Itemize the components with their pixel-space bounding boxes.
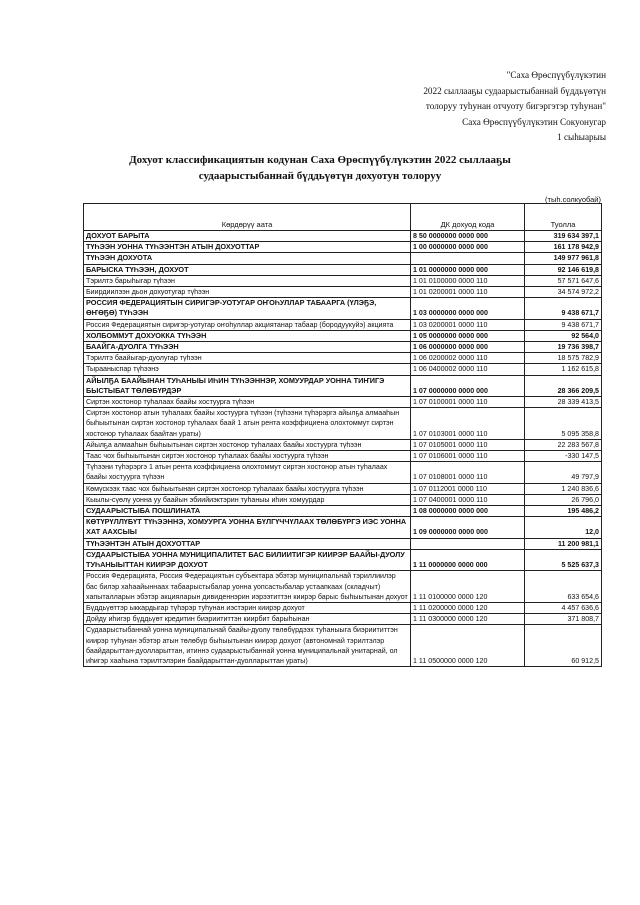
row-amount-cell: 22 283 567,8	[525, 439, 602, 450]
row-amount-cell: 28 339 413,5	[525, 397, 602, 408]
table-row	[84, 483, 602, 494]
row-code-cell: 8 50 0000000 0000 000	[411, 231, 525, 242]
table-row	[84, 571, 602, 603]
row-amount-cell: 633 654,6	[525, 571, 602, 603]
row-name-cell: КӨТҮРҮЛЛҮБҮТ ТҮҺЭЭННЭ, ХОМУУРГА УОННА БҮЛГҮЧЧҮЛААХ ТӨЛӨБҮРГЭ ИЭС УОННА ХАТ ААХСЫЫ	[84, 517, 411, 538]
row-name-cell: РОССИЯ ФЕДЕРАЦИЯТЫН СИРИГЭР-УОТУГАР ОҤОҺУЛЛАР ТАБААРГА (ҮЛЭҔЭ, ӨҤӨҔӨ) ТҮҺЭЭН	[84, 298, 411, 319]
table-row	[84, 397, 602, 408]
row-name-cell: Тырааныспар түһээнэ	[84, 364, 411, 375]
header-line: Саха Өрөспүүбүлүкэтин Сокуонугар	[462, 116, 606, 127]
row-amount-cell: 161 178 942,9	[525, 242, 602, 253]
column-header-name: Көрдөрүү аата	[84, 204, 411, 231]
table-row	[84, 330, 602, 341]
row-name-cell: Айылҕа алмааһын быһыытынан сиртэн хостонор туһалаах баайы хостуурга түһээн	[84, 439, 411, 450]
table-header-row	[84, 204, 602, 231]
row-name-cell: СУДААРЫСТЫБА ПОШЛИНАТА	[84, 506, 411, 517]
row-amount-cell: 4 457 636,6	[525, 602, 602, 613]
table-row	[84, 253, 602, 264]
row-name-cell: Кыылы-сүөлү уонна уу баайын эбиийиэктэрин туһаныы иһин хомуурдар	[84, 494, 411, 505]
row-code-cell: 1 11 0200000 0000 120	[411, 602, 525, 613]
table-row	[84, 549, 602, 570]
table-row	[84, 439, 602, 450]
row-code-cell: 1 11 0500000 0000 120	[411, 625, 525, 667]
row-code-cell	[411, 253, 525, 264]
row-code-cell: 1 08 0000000 0000 000	[411, 506, 525, 517]
row-amount-cell: 5 095 358,8	[525, 408, 602, 440]
row-code-cell: 1 09 0000000 0000 000	[411, 517, 525, 538]
row-code-cell: 1 07 0103001 0000 110	[411, 408, 525, 440]
row-code-cell	[411, 538, 525, 549]
row-code-cell: 1 11 0100000 0000 120	[411, 571, 525, 603]
table-row	[84, 319, 602, 330]
row-name-cell: Көмүскээх таас чох быһыытынан сиртэн хостонор туһалаах баайы хостуурга түһээн	[84, 483, 411, 494]
header-line: толоруу туһунан отчуоту бигэргэтэр туһунан"	[425, 101, 606, 112]
header-line: 2022 сыллааҕы судаарыстыбаннай бүддьүөтүн	[423, 85, 606, 96]
table-row	[84, 451, 602, 462]
row-name-cell: Таас чох быһыытынан сиртэн хостонор туһалаах баайы хостуурга түһээн	[84, 451, 411, 462]
row-code-cell: 1 07 0100001 0000 110	[411, 397, 525, 408]
table-row	[84, 614, 602, 625]
units-note: (тыһ.солкуобай)	[545, 195, 601, 204]
row-amount-cell: 18 575 782,9	[525, 353, 602, 364]
document-title	[40, 152, 600, 184]
row-amount-cell: 60 912,5	[525, 625, 602, 667]
revenue-table	[83, 203, 602, 667]
row-code-cell: 1 06 0200002 0000 110	[411, 353, 525, 364]
row-amount-cell: 57 571 647,6	[525, 275, 602, 286]
row-code-cell: 1 01 0100000 0000 110	[411, 275, 525, 286]
row-amount-cell: 9 438 671,7	[525, 319, 602, 330]
row-code-cell: 1 07 0106001 0000 110	[411, 451, 525, 462]
table-row	[84, 231, 602, 242]
row-code-cell: 1 07 0400001 0000 110	[411, 494, 525, 505]
row-code-cell: 1 00 0000000 0000 000	[411, 242, 525, 253]
header-line: "Саха Өрөспүүбүлүкэтин	[506, 70, 606, 80]
row-code-cell: 1 06 0400002 0000 110	[411, 364, 525, 375]
table-row	[84, 462, 602, 483]
row-name-cell: Россия Федерацията, Россия Федерациятын субъектара эбэтэр муниципальнай тэриллиилэр бас билэр хаһаайыннаах табаарыстыбалар уонна уопсастыбалар устаапкаах (складчыт) хапыталларын эбэтэр акцияларын дивиденнэрин иэрээтиттэн киирэр барыс быһыытынан дохуот	[84, 571, 411, 603]
table-row	[84, 494, 602, 505]
row-name-cell: Түһээни түһэрэргэ 1 атын рента коэффициена олохтоммут сиртэн хостонор атын туһалаах баайы хостуурга түһээн	[84, 462, 411, 483]
row-code-cell: 1 07 0112001 0000 110	[411, 483, 525, 494]
row-name-cell: АЙЫЛҔА БААЙЫНАН ТУҺАНЫЫ ИҺИН ТҮҺЭЭННЭР, ХОМУУРДАР УОННА ТИҤИГЭ БЫСТЫБАТ ТӨЛӨБҮРДЭР	[84, 375, 411, 396]
table-row	[84, 408, 602, 440]
row-name-cell: ТҮҺЭЭН УОННА ТҮҺЭЭНТЭН АТЫН ДОХУОТТАР	[84, 242, 411, 253]
row-code-cell: 1 07 0000000 0000 000	[411, 375, 525, 396]
row-amount-cell: 92 146 619,8	[525, 264, 602, 275]
row-name-cell: Сиртэн хостонор туһалаах баайы хостуурга түһээн	[84, 397, 411, 408]
row-amount-cell: 319 634 397,1	[525, 231, 602, 242]
title-line-1: Дохуот классификациятын кодунан Саха Өрөспүүбүлүкэтин 2022 сыллааҕы	[129, 154, 511, 166]
row-name-cell: ХОЛБОММУТ ДОХУОККА ТҮҺЭЭН	[84, 330, 411, 341]
row-amount-cell: 28 366 209,5	[525, 375, 602, 396]
column-header-code: ДК дохуод кода	[411, 204, 525, 231]
row-amount-cell: 49 797,9	[525, 462, 602, 483]
table-row	[84, 506, 602, 517]
table-row	[84, 602, 602, 613]
row-name-cell: СУДААРЫСТЫБА УОННА МУНИЦИПАЛИТЕТ БАС БИЛИИТИГЭР КИИРЭР БААЙЫ-ДУОЛУ ТУҺАНЫЫТТАН КИИРЭР ДОХУОТ	[84, 549, 411, 570]
row-name-cell: ТҮҺЭЭН ДОХУОТА	[84, 253, 411, 264]
table-row	[84, 242, 602, 253]
row-amount-cell: 195 486,2	[525, 506, 602, 517]
row-code-cell: 1 06 0000000 0000 000	[411, 342, 525, 353]
row-name-cell: Россия Федерациятын сиригэр-уотугар оҥоһуллар акциятанар табаар (бородуукуйэ) акцията	[84, 319, 411, 330]
table-row	[84, 342, 602, 353]
table-row	[84, 364, 602, 375]
table-row	[84, 264, 602, 275]
header-line: 1 сыһыарыы	[557, 132, 606, 143]
row-amount-cell: -330 147,5	[525, 451, 602, 462]
row-amount-cell: 1 240 836,6	[525, 483, 602, 494]
row-amount-cell: 26 796,0	[525, 494, 602, 505]
row-name-cell: Тэрилтэ барыһыгар түһээн	[84, 275, 411, 286]
row-name-cell: Судаарыстыбаннай уонна муниципальнай баайы-дуолу төлөбүрдээх туһаныыга биэриититтэн киирэр туһунан эбэтэр атын төлөбүр быһыытынан киирэр дохуот (автономнай тэрилтэлэр баайдарыттан-дуолларыттан, итиннэ судаарыстыбаннай уонна муниципальнай унитарнай, ол иһигэр хааһына тэрилтэлэрин баайдарыттан-дуолларыттан ураты)	[84, 625, 411, 667]
row-amount-cell: 34 574 972,2	[525, 287, 602, 298]
row-amount-cell: 12,0	[525, 517, 602, 538]
row-name-cell: Бүддьүөттэр ыккардыгар түһэрэр туһунан иэстэрин киирэр дохуот	[84, 602, 411, 613]
row-amount-cell: 11 200 981,1	[525, 538, 602, 549]
row-name-cell: БАРЫСКА ТҮҺЭЭН, ДОХУОТ	[84, 264, 411, 275]
row-code-cell: 1 03 0000000 0000 000	[411, 298, 525, 319]
row-name-cell: Сиртэн хостонор атын туһалаах баайы хостуурга түһээн (түһээни түһэрэргэ айылҕа алмааһын быһыытынан сиртэн хостонор туһалаах баай 1 атын рента коэффициена олохтоммут сиртэн хостонор туһалаах баайтан ураты)	[84, 408, 411, 440]
table-body	[84, 231, 602, 667]
table-row	[84, 538, 602, 549]
row-amount-cell: 5 525 637,3	[525, 549, 602, 570]
row-code-cell: 1 11 0300000 0000 120	[411, 614, 525, 625]
row-code-cell: 1 11 0000000 0000 000	[411, 549, 525, 570]
row-name-cell: Тэрилтэ баайыгар-дуолугар түһээн	[84, 353, 411, 364]
row-amount-cell: 371 808,7	[525, 614, 602, 625]
row-name-cell: ТҮҺЭЭНТЭН АТЫН ДОХУОТТАР	[84, 538, 411, 549]
row-code-cell: 1 01 0000000 0000 000	[411, 264, 525, 275]
row-code-cell: 1 03 0200001 0000 110	[411, 319, 525, 330]
row-amount-cell: 9 438 671,7	[525, 298, 602, 319]
table-row	[84, 517, 602, 538]
table-row	[84, 625, 602, 667]
table-row	[84, 287, 602, 298]
row-code-cell: 1 07 0105001 0000 110	[411, 439, 525, 450]
row-name-cell: ДОХУОТ БАРЫТА	[84, 231, 411, 242]
title-line-2: судаарыстыбаннай бүддьүөтүн дохуотун толоруу	[198, 170, 442, 182]
document-header	[423, 68, 606, 146]
row-code-cell: 1 07 0108001 0000 110	[411, 462, 525, 483]
row-amount-cell: 1 162 615,8	[525, 364, 602, 375]
table-row	[84, 298, 602, 319]
row-name-cell: БААЙГА-ДУОЛГА ТҮҺЭЭН	[84, 342, 411, 353]
row-amount-cell: 19 736 398,7	[525, 342, 602, 353]
table-row	[84, 375, 602, 396]
row-amount-cell: 92 564,0	[525, 330, 602, 341]
row-code-cell: 1 05 0000000 0000 000	[411, 330, 525, 341]
table-row	[84, 353, 602, 364]
row-amount-cell: 149 977 961,8	[525, 253, 602, 264]
row-code-cell: 1 01 0200001 0000 110	[411, 287, 525, 298]
table-row	[84, 275, 602, 286]
row-name-cell: Биирдиилээн дьон дохуотугар түһээн	[84, 287, 411, 298]
column-header-amount: Туолла	[525, 204, 602, 231]
row-name-cell: Дойду иһигэр бүддьүөт кредитин биэриититтэн киирбит барыһынан	[84, 614, 411, 625]
